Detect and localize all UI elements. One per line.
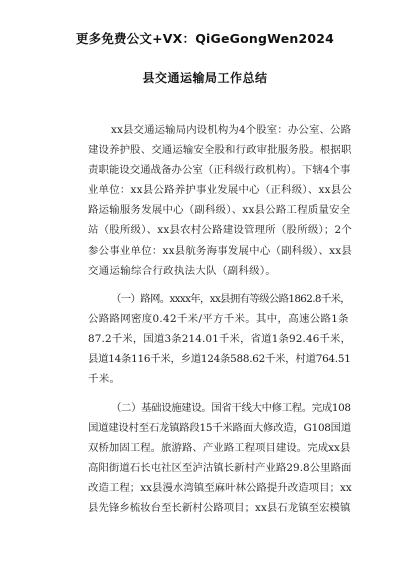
document-header: 更多免费公文+VX：QiGeGongWen2024	[75, 31, 335, 46]
body-line: 路运输服务发展中心（副科级）、xx县公路工程质量安全	[88, 204, 351, 217]
body-line: （一）路网。xxxx年，xx县拥有等级公路1862.8千米，	[111, 292, 351, 305]
body-line: 参公事业单位：xx县航务海事发展中心（副科级）、xx县	[88, 244, 352, 257]
paragraph-gap	[88, 281, 352, 289]
body-line: 国道建设村至石龙镇路段15千米路面大修改造，G108国道	[88, 421, 351, 434]
body-line: 县先锋乡梳妆台至长新村公路项目；xx县石龙镇至宏模镇	[88, 502, 351, 515]
body-line: 交通运输综合行政执法大队（副科级）。	[88, 264, 277, 277]
paragraph-gap	[88, 389, 352, 397]
body-line: 公路路网密度0.42千米/平方千米。其中，高速公路1条	[88, 313, 349, 326]
body-line: 站（股所级）、xx县农村公路建设管理所（股所级）；2个	[88, 224, 353, 237]
body-line: xx县交通运输局内设机构为4个股室：办公室、公路	[111, 124, 352, 136]
paragraph-overview	[88, 120, 352, 281]
body-line: 建设养护股、交通运输安全股和行政审批服务股。根据职	[88, 144, 352, 157]
body-line: 责职能设交通战备办公室（正科级行政机构）。下辖4个事	[88, 164, 351, 177]
document-body	[88, 120, 352, 518]
body-line: 改造工程；xx县漫水湾镇至麻叶林公路提升改造项目；xx	[88, 481, 352, 494]
body-line: 高阳街道石长屯社区至泸沽镇长新村产业路29.8公里路面	[88, 461, 352, 474]
body-line: （二）基础设施建设。国省干线大中修工程。完成108	[111, 401, 351, 414]
body-line: 双桥加固工程。旅游路、产业路工程项目建设。完成xx县	[88, 441, 351, 454]
paragraph-infrastructure	[88, 398, 352, 519]
body-line: 业单位：xx县公路养护事业发展中心（正科级）、xx县公	[88, 184, 352, 197]
body-line: 千米。	[88, 373, 121, 386]
body-line: 县道14条116千米，乡道124条588.62千米，村道764.51	[88, 353, 351, 366]
document-title: 县交通运输局工作总结	[142, 71, 268, 85]
paragraph-road-network	[88, 289, 352, 389]
body-line: 87.2千米，国道3条214.01千米，省道1条92.46千米，	[88, 333, 352, 346]
